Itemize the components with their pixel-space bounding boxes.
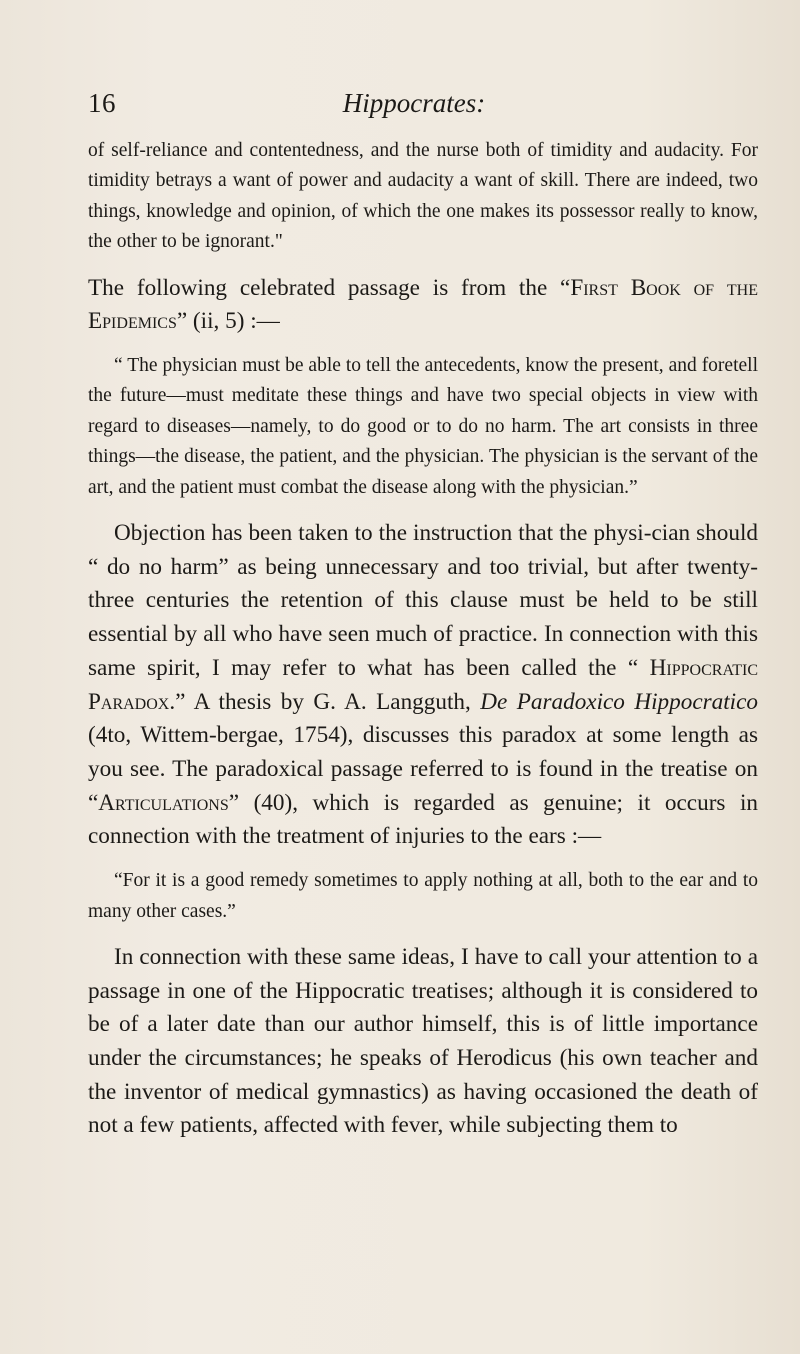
paragraph-continuation: of self-reliance and contentedness, and the nurse both of timidity and audacity. For timidity betrays a want of power and audacity a want of skill. There are indeed, two things, knowledge and opinion, of which the one makes its possessor really to know, the other to be ignorant." xyxy=(88,140,758,253)
running-head xyxy=(88,88,740,128)
paragraph-epidemics-intro xyxy=(88,272,758,339)
hippocratic-paradox-term: Hippocratic Paradox xyxy=(88,654,758,715)
objection-text-1: Objection has been taken to the instruction that the physi-cian should “ do no harm” as being unnecessary and too trivial, but after twenty-three centuries the retention of this clause must be held to be still essential by all who have seen much of practice. In connection with this same spirit, I may refer to what has been called the “ xyxy=(88,520,758,681)
paragraph-objection xyxy=(88,517,758,854)
quote-physician: “ The physician must be able to tell the antecedents, know the present, and foretell the future—must meditate these things and have two special objects in view with regard to diseases—namely, to do good or to do no harm. The art consists in three things—the disease, the patient, and the physician. The physician is the servant of the art, and the patient must combat the disease along with the physician.” xyxy=(88,355,758,498)
page-number: 16 xyxy=(88,88,116,118)
objection-text-3: (4to, Wittem-bergae, 1754), discusses this paradox at some length as you see. The paradoxical passage referred to is found in the treatise on “ xyxy=(88,722,758,816)
epidemics-intro-tail: ” (ii, 5) :— xyxy=(176,308,280,335)
epidemics-intro-lead: The following celebrated passage is from the “ xyxy=(88,274,571,301)
paragraph-herodicus: In connection with these same ideas, I have to call your attention to a passage in one of the Hippocratic treatises; although it is considered to be of a later date than our author himself, this is of little importance under the circumstances; he speaks of Herodicus (his own teacher and the inventor of medical gymnastics) as having occasioned the death of not a few patients, affected with fever, while subjecting them to xyxy=(88,943,758,1139)
body-text xyxy=(88,136,758,1143)
articulations-treatise-name: Articulations xyxy=(98,789,229,816)
objection-text-4: ” (40), which is regarded as genuine; it occurs in connection with the treatment of injuries to the ears :— xyxy=(88,789,758,850)
running-title: Hippocrates: xyxy=(342,88,486,118)
objection-text-2: .” A thesis by G. A. Langguth, xyxy=(169,688,481,715)
epidemics-book-title: First Book of the Epidemics xyxy=(88,274,758,335)
thesis-latin-title: De Paradoxico Hippocratico xyxy=(480,688,758,715)
quote-remedy: “For it is a good remedy sometimes to apply nothing at all, both to the ear and to many other cases.” xyxy=(88,870,758,922)
